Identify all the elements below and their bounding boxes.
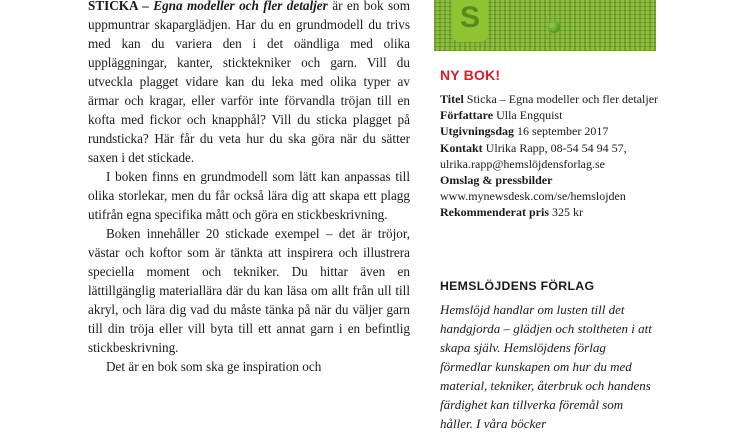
fact-label: Titel [440,92,464,106]
fact-title [440,91,662,107]
lead-prefix: STICKA – [88,0,154,13]
book-cover-image [434,0,656,51]
knitted-letter: S [452,0,488,42]
fact-contact [440,140,662,172]
press-link[interactable]: www.mynewsdesk.com/se/hemslojden [440,189,626,204]
fact-value: 16 september 2017 [517,124,609,139]
fact-value: 325 kr [551,205,583,220]
fact-press-images [440,172,662,204]
article-paragraph-1 [88,0,410,167]
fact-price [440,204,662,220]
fact-author [440,107,662,123]
fact-value: Ulrika Rapp, 08-54 54 94 57, ulrika.rapp@hemslöjdensforlag.se [440,140,627,171]
fact-label: Kontakt [440,140,483,155]
book-title-inline: Egna modeller och fler detaljer [153,0,328,13]
fact-label: Utgivningsdag [440,124,515,139]
book-facts [440,91,662,221]
article-paragraph-4: Det är en bok som ska ge inspiration och [106,359,322,374]
new-book-heading: NY BOK! [440,67,501,83]
fact-value: Ulla Engquist [496,108,563,123]
fact-label: Rekommenderat pris [440,205,549,220]
fact-value: Sticka – Egna modeller och fler detaljer [466,92,659,106]
article-paragraph-2: I boken finns en grundmodell som lätt kan anpassas till olika storlekar, men du får också lära dig att skapa ett plagg utifrån egna specifika mått och göra en stickbeskrivning. [88,169,410,222]
publisher-text: Hemslöjd handlar om lusten till det handgjorda – glädjen och stoltheten i att skapa själv. Hemslöjdens förlag förmedlar kunskapen om hur du med material, tekniker, återbruk och handens färdighet kan tillverka föremål som håller. I våra böcker [440,302,652,431]
fact-label: Författare [440,108,494,123]
green-button-icon [548,21,560,33]
fact-label: Omslag & pressbilder [440,173,553,188]
article-body [88,0,410,376]
publisher-heading: HEMSLÖJDENS FÖRLAG [440,279,595,293]
fact-release-date [440,123,662,139]
article-paragraph-3: Boken innehåller 20 stickade exempel – det är tröjor, västar och koftor som är tänkta att inspirera och illustrera speciella moment och tekniker. Du hittar även en lättillgänglig materiallära där du kan läsa om allt från ull till akryl, och lära dig vad du måste tänka på när du väljer garn till din tröja eller vill byta till ett annat garn i en befintlig stickbeskrivning. [88,226,410,355]
lead-text: är en bok som uppmuntrar skaparglädjen. Har du en grundmodell du trivs med kan du variera den i det oändliga med olika uppläggningar, kanter, sticktekniker och garn. Vill du utveckla plagget vidare kan du leka med olika typer av ärmar och kragar, eller varför inte förvandla tröjan till en kofta med fickor och knapphål? Vill du sticka plagget på rundsticka? Här får du veta hur du ska göra när du sätter saxen i det stickade. [88,0,410,165]
